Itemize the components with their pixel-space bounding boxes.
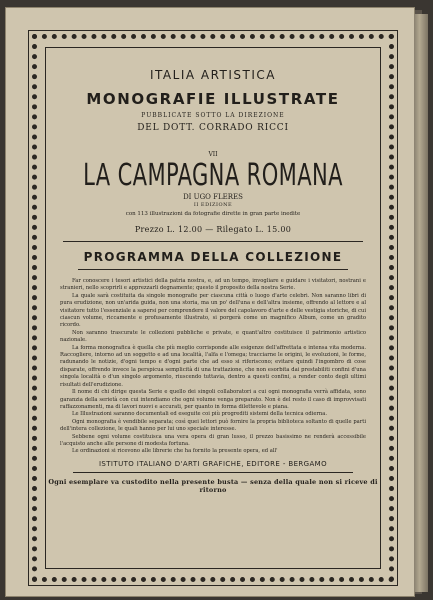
paragraph: La forma monografica è quella che più meglio corrisponde alle esigenze dell'affrettata e intensa vita moderna. Raccogliere, intorno ad un soggetto e ad una località, l'alfa e l'omega; tracciarne le origini, le evoluzioni, le forme, radunando le notizie, d'ogni tempo e d'ogni parte che ad esso si riferiscono; evitare quindi l'ingombro di cose disparate, offrendo invece la perspicua semplicità di una trattazione, che non esorbita dai prestabiliti confini d'una singola località o d'un singolo argomento, riuscendo tuttavia, dentro a questi confini, a render conto degli ultimi risultati dell'erudizione. [60,344,366,388]
director: DEL DOTT. CORRADO RICCI [137,123,289,133]
paragraph: Far conoscere i tesori artistici della patria nostra, e, ad un tempo, invogliare e guidare i visitatori, nostrani e stranieri, nello scoprirli e apprezzarli degnamente; questo il proposito della nostra Serie. [60,278,366,292]
paragraph: Non saranno trascurate le collezioni pubbliche e private, e quant'altro costituisce il patrimonio artistico nazionale. [60,329,366,344]
paragraph: Le ordinazioni si ricevono alle librerie che ha fornito la presente opera, ed all' [72,448,278,455]
decorative-border [32,34,394,582]
divider [78,269,348,270]
footer-note: Ogni esemplare va custodito nella presente busta — senza della quale non si riceve di ritorno [48,477,378,494]
main-title: MONOGRAFIE ILLUSTRATE [86,90,340,108]
paragraph: Il nome di chi dirige questa Serie e quello dei singoli collaboratori a cui ogni monografia verrà affidata, sono garanzia della serietà con cui intendiamo che ogni volume venga preparato. Non è del resto il caso di improvvisati raffazzonamenti, ma di lavori nuovi e accurati, per quanto in forma dilettevole e piana. [60,389,366,410]
divider [73,472,353,473]
paragraph: La quale sarà costituita da singole monografie per ciascuna città o luogo d'arte celebri. Non saranno libri di pura erudizione, non un'arida guida, non una storia, ma un po' dell'una e dell'altra insieme, offrendo al lettore e al visitatore tutto l'essenziale a sapersi per comprendere il valore del capolavoro d'arte e delle vestigia storiche, di cui ciascun volume, riccamente e profusamente illustrato, si porgerà come un magnifico Album, come un gradito ricordo. [60,292,366,329]
divider [63,241,363,242]
content-area [45,47,381,569]
envelope-spine [414,14,428,592]
price: Prezzo L. 12.00 — Rilegato L. 15.00 [134,225,292,234]
program-text [60,278,366,456]
paragraph: Le Illustrazioni saranno documentali ed eseguite coi più progrediti sistemi della tecnica odierna. [72,411,327,418]
book-title: LA CAMPAGNA ROMANA [83,158,343,193]
section-title: PROGRAMMA DELLA COLLEZIONE [83,250,343,264]
volume-number: VII [208,151,218,158]
paragraph: Ogni monografia è vendibile separata; così quei lettori può fornire la propria biblioteca soltanto di quelle parti dell'intera collezione, le quali hanno per lui uno speciale interesse. [60,418,366,433]
paragraph: Sebbene ogni volume costituisca una vera opera di gran lusso, il prezzo basissimo ne renderà accessibile l'acquisto anche alle persone di modesta fortuna. [60,433,366,447]
author: DI UGO FLERES [183,193,243,201]
publisher: ISTITUTO ITALIANO D'ARTI GRAFICHE, EDITORE - BERGAMO [98,459,328,468]
edition: II EDIZIONE [193,202,233,208]
illustrations-note: con 113 illustrazioni da fotografie dirette in gran parte inedite [125,211,301,217]
subtitle: PUBBLICATE SOTTO LA DIREZIONE [141,112,285,119]
envelope-page [6,8,414,596]
series-title: ITALIA ARTISTICA [149,68,276,82]
